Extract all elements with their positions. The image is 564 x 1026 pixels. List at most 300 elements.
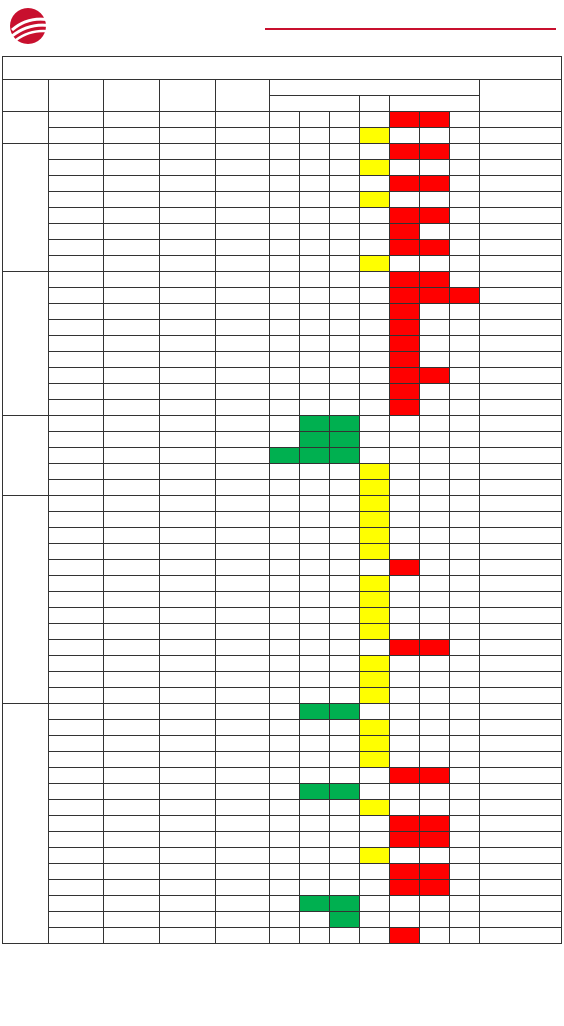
- signal-cell: [359, 784, 389, 800]
- advice-cell: [479, 496, 561, 512]
- vol-pct-cell: [104, 560, 160, 576]
- signal-cell: [449, 480, 479, 496]
- signal-cell: [299, 832, 329, 848]
- signal-cell: [449, 624, 479, 640]
- signal-cell: [389, 528, 419, 544]
- variety-cell: [48, 336, 104, 352]
- signal-cell: [449, 848, 479, 864]
- signal-cell: [419, 512, 449, 528]
- signal-cell: [269, 416, 299, 432]
- signal-cell: [449, 432, 479, 448]
- vol-pct-cell: [104, 672, 160, 688]
- tech-cell: [216, 144, 270, 160]
- signal-cell: [329, 928, 359, 944]
- signal-cell: [359, 736, 389, 752]
- tech-cell: [216, 528, 270, 544]
- signal-cell: [329, 192, 359, 208]
- variety-cell: [48, 544, 104, 560]
- table-row: [3, 544, 562, 560]
- signal-cell: [299, 240, 329, 256]
- signal-cell: [299, 480, 329, 496]
- vol-pct-cell: [104, 752, 160, 768]
- tech-cell: [216, 560, 270, 576]
- signal-cell: [269, 752, 299, 768]
- signal-cell: [389, 256, 419, 272]
- advice-cell: [479, 688, 561, 704]
- signal-cell: [269, 912, 299, 928]
- oi-pct-cell: [160, 528, 216, 544]
- signal-cell: [359, 416, 389, 432]
- signal-cell: [419, 720, 449, 736]
- signal-cell: [389, 800, 419, 816]
- header-variety: [48, 80, 104, 112]
- signal-cell: [329, 464, 359, 480]
- signal-cell: [449, 144, 479, 160]
- signal-cell: [449, 608, 479, 624]
- signal-cell: [359, 720, 389, 736]
- signal-cell: [269, 832, 299, 848]
- table-row: [3, 112, 562, 128]
- oi-pct-cell: [160, 864, 216, 880]
- signal-cell: [269, 384, 299, 400]
- signal-cell: [419, 544, 449, 560]
- signal-cell: [299, 272, 329, 288]
- table-row: [3, 352, 562, 368]
- signal-table: [2, 56, 562, 944]
- signal-cell: [359, 160, 389, 176]
- signal-cell: [449, 768, 479, 784]
- signal-cell: [389, 928, 419, 944]
- sector-cell: [3, 704, 49, 944]
- signal-cell: [359, 288, 389, 304]
- variety-cell: [48, 832, 104, 848]
- signal-cell: [419, 656, 449, 672]
- page-title: [3, 57, 562, 80]
- variety-cell: [48, 208, 104, 224]
- signal-cell: [389, 576, 419, 592]
- variety-cell: [48, 224, 104, 240]
- advice-cell: [479, 816, 561, 832]
- signal-cell: [299, 368, 329, 384]
- signal-cell: [269, 368, 299, 384]
- signal-cell: [419, 224, 449, 240]
- tech-cell: [216, 592, 270, 608]
- oi-pct-cell: [160, 832, 216, 848]
- signal-cell: [329, 160, 359, 176]
- tech-cell: [216, 752, 270, 768]
- signal-cell: [389, 656, 419, 672]
- table-row: [3, 560, 562, 576]
- signal-cell: [329, 880, 359, 896]
- signal-cell: [449, 560, 479, 576]
- signal-cell: [419, 336, 449, 352]
- signal-cell: [449, 704, 479, 720]
- advice-cell: [479, 528, 561, 544]
- advice-cell: [479, 928, 561, 944]
- vol-pct-cell: [104, 304, 160, 320]
- advice-cell: [479, 384, 561, 400]
- signal-cell: [419, 640, 449, 656]
- signal-cell: [449, 656, 479, 672]
- signal-cell: [449, 240, 479, 256]
- tech-cell: [216, 352, 270, 368]
- variety-cell: [48, 256, 104, 272]
- oi-pct-cell: [160, 592, 216, 608]
- table-row: [3, 688, 562, 704]
- signal-cell: [419, 400, 449, 416]
- variety-cell: [48, 608, 104, 624]
- signal-cell: [419, 800, 449, 816]
- signal-cell: [299, 128, 329, 144]
- signal-cell: [359, 624, 389, 640]
- signal-cell: [269, 896, 299, 912]
- company-logo-icon: [6, 6, 58, 46]
- signal-cell: [329, 688, 359, 704]
- signal-cell: [269, 352, 299, 368]
- signal-cell: [449, 400, 479, 416]
- oi-pct-cell: [160, 336, 216, 352]
- signal-cell: [449, 208, 479, 224]
- oi-pct-cell: [160, 256, 216, 272]
- table-row: [3, 240, 562, 256]
- vol-pct-cell: [104, 352, 160, 368]
- signal-cell: [359, 272, 389, 288]
- signal-cell: [299, 192, 329, 208]
- signal-cell: [449, 352, 479, 368]
- oi-pct-cell: [160, 560, 216, 576]
- signal-cell: [449, 128, 479, 144]
- signal-cell: [359, 448, 389, 464]
- signal-cell: [419, 432, 449, 448]
- variety-cell: [48, 128, 104, 144]
- vol-pct-cell: [104, 656, 160, 672]
- header-trend: [269, 80, 479, 96]
- signal-cell: [389, 128, 419, 144]
- signal-cell: [299, 768, 329, 784]
- table-row: [3, 592, 562, 608]
- variety-cell: [48, 320, 104, 336]
- tech-cell: [216, 864, 270, 880]
- tech-cell: [216, 608, 270, 624]
- variety-cell: [48, 528, 104, 544]
- signal-cell: [359, 912, 389, 928]
- signal-cell: [419, 272, 449, 288]
- signal-cell: [299, 848, 329, 864]
- table-row: [3, 208, 562, 224]
- signal-cell: [299, 416, 329, 432]
- table-row: [3, 160, 562, 176]
- report-header: [0, 0, 564, 50]
- signal-cell: [329, 784, 359, 800]
- signal-cell: [269, 128, 299, 144]
- vol-pct-cell: [104, 608, 160, 624]
- table-row: [3, 880, 562, 896]
- signal-cell: [299, 288, 329, 304]
- variety-cell: [48, 784, 104, 800]
- signal-cell: [359, 320, 389, 336]
- signal-cell: [419, 480, 449, 496]
- oi-pct-cell: [160, 624, 216, 640]
- signal-cell: [419, 288, 449, 304]
- signal-cell: [359, 800, 389, 816]
- signal-cell: [389, 160, 419, 176]
- signal-cell: [329, 304, 359, 320]
- variety-cell: [48, 384, 104, 400]
- signal-cell: [299, 592, 329, 608]
- signal-cell: [269, 576, 299, 592]
- vol-pct-cell: [104, 224, 160, 240]
- oi-pct-cell: [160, 128, 216, 144]
- signal-cell: [329, 592, 359, 608]
- tech-cell: [216, 416, 270, 432]
- signal-cell: [389, 192, 419, 208]
- signal-cell: [299, 320, 329, 336]
- signal-cell: [449, 640, 479, 656]
- table-row: [3, 256, 562, 272]
- tech-cell: [216, 656, 270, 672]
- signal-cell: [329, 896, 359, 912]
- signal-cell: [419, 608, 449, 624]
- signal-cell: [329, 656, 359, 672]
- signal-cell: [449, 816, 479, 832]
- signal-cell: [359, 224, 389, 240]
- advice-cell: [479, 592, 561, 608]
- signal-cell: [359, 144, 389, 160]
- variety-cell: [48, 288, 104, 304]
- oi-pct-cell: [160, 368, 216, 384]
- signal-cell: [419, 448, 449, 464]
- signal-cell: [329, 496, 359, 512]
- signal-cell: [419, 592, 449, 608]
- signal-cell: [389, 272, 419, 288]
- header-sector: [3, 80, 49, 112]
- signal-cell: [419, 144, 449, 160]
- signal-cell: [359, 128, 389, 144]
- table-row: [3, 928, 562, 944]
- signal-cell: [359, 704, 389, 720]
- signal-cell: [299, 560, 329, 576]
- signal-cell: [419, 896, 449, 912]
- vol-pct-cell: [104, 928, 160, 944]
- tech-cell: [216, 880, 270, 896]
- signal-cell: [389, 384, 419, 400]
- signal-cell: [419, 176, 449, 192]
- signal-cell: [329, 560, 359, 576]
- signal-cell: [389, 624, 419, 640]
- table-row: [3, 848, 562, 864]
- signal-cell: [359, 896, 389, 912]
- vol-pct-cell: [104, 816, 160, 832]
- signal-cell: [299, 912, 329, 928]
- signal-cell: [359, 384, 389, 400]
- signal-cell: [419, 624, 449, 640]
- signal-cell: [329, 912, 359, 928]
- advice-cell: [479, 720, 561, 736]
- advice-cell: [479, 128, 561, 144]
- vol-pct-cell: [104, 480, 160, 496]
- tech-cell: [216, 368, 270, 384]
- signal-cell: [299, 112, 329, 128]
- signal-cell: [359, 608, 389, 624]
- signal-cell: [389, 864, 419, 880]
- table-row: [3, 192, 562, 208]
- signal-cell: [329, 752, 359, 768]
- signal-cell: [449, 880, 479, 896]
- signal-cell: [269, 544, 299, 560]
- signal-cell: [269, 624, 299, 640]
- variety-cell: [48, 240, 104, 256]
- signal-cell: [419, 752, 449, 768]
- signal-cell: [449, 528, 479, 544]
- advice-cell: [479, 256, 561, 272]
- variety-cell: [48, 624, 104, 640]
- signal-cell: [449, 832, 479, 848]
- signal-cell: [299, 528, 329, 544]
- signal-cell: [389, 432, 419, 448]
- signal-cell: [329, 448, 359, 464]
- signal-cell: [329, 400, 359, 416]
- table-row: [3, 416, 562, 432]
- variety-cell: [48, 592, 104, 608]
- signal-cell: [269, 112, 299, 128]
- tech-cell: [216, 544, 270, 560]
- signal-cell: [359, 304, 389, 320]
- signal-cell: [269, 784, 299, 800]
- signal-cell: [329, 640, 359, 656]
- signal-cell: [359, 640, 389, 656]
- signal-cell: [449, 576, 479, 592]
- oi-pct-cell: [160, 928, 216, 944]
- vol-pct-cell: [104, 416, 160, 432]
- oi-pct-cell: [160, 224, 216, 240]
- signal-cell: [269, 224, 299, 240]
- signal-cell: [359, 480, 389, 496]
- signal-cell: [419, 784, 449, 800]
- oi-pct-cell: [160, 656, 216, 672]
- advice-cell: [479, 768, 561, 784]
- signal-cell: [419, 240, 449, 256]
- tech-cell: [216, 464, 270, 480]
- table-row: [3, 144, 562, 160]
- tech-cell: [216, 256, 270, 272]
- oi-pct-cell: [160, 608, 216, 624]
- signal-cell: [269, 336, 299, 352]
- signal-cell: [299, 624, 329, 640]
- signal-cell: [359, 672, 389, 688]
- signal-cell: [329, 832, 359, 848]
- advice-cell: [479, 784, 561, 800]
- signal-cell: [299, 576, 329, 592]
- header-oi-pct: [160, 80, 216, 112]
- tech-cell: [216, 304, 270, 320]
- signal-cell: [359, 464, 389, 480]
- signal-cell: [449, 784, 479, 800]
- signal-cell: [419, 384, 449, 400]
- signal-cell: [299, 336, 329, 352]
- vol-pct-cell: [104, 896, 160, 912]
- advice-cell: [479, 656, 561, 672]
- signal-cell: [359, 176, 389, 192]
- tech-cell: [216, 896, 270, 912]
- signal-cell: [389, 480, 419, 496]
- signal-cell: [419, 416, 449, 432]
- variety-cell: [48, 752, 104, 768]
- signal-cell: [389, 848, 419, 864]
- signal-cell: [299, 656, 329, 672]
- signal-cell: [269, 528, 299, 544]
- signal-cell: [449, 544, 479, 560]
- vol-pct-cell: [104, 512, 160, 528]
- signal-cell: [269, 688, 299, 704]
- oi-pct-cell: [160, 672, 216, 688]
- signal-cell: [419, 928, 449, 944]
- advice-cell: [479, 672, 561, 688]
- signal-cell: [419, 704, 449, 720]
- signal-cell: [269, 160, 299, 176]
- signal-cell: [389, 912, 419, 928]
- variety-cell: [48, 272, 104, 288]
- tech-cell: [216, 224, 270, 240]
- signal-cell: [359, 336, 389, 352]
- signal-cell: [269, 272, 299, 288]
- tech-cell: [216, 208, 270, 224]
- signal-cell: [359, 496, 389, 512]
- vol-pct-cell: [104, 880, 160, 896]
- advice-cell: [479, 320, 561, 336]
- vol-pct-cell: [104, 208, 160, 224]
- oi-pct-cell: [160, 320, 216, 336]
- signal-cell: [269, 640, 299, 656]
- signal-cell: [419, 192, 449, 208]
- signal-cell: [299, 608, 329, 624]
- signal-cell: [269, 656, 299, 672]
- signal-cell: [449, 928, 479, 944]
- signal-cell: [389, 464, 419, 480]
- table-row: [3, 912, 562, 928]
- signal-cell: [389, 832, 419, 848]
- vol-pct-cell: [104, 432, 160, 448]
- table-row: [3, 448, 562, 464]
- table-row: [3, 432, 562, 448]
- tech-cell: [216, 384, 270, 400]
- signal-cell: [299, 256, 329, 272]
- tech-cell: [216, 512, 270, 528]
- signal-cell: [299, 304, 329, 320]
- signal-cell: [449, 864, 479, 880]
- variety-cell: [48, 768, 104, 784]
- oi-pct-cell: [160, 304, 216, 320]
- signal-cell: [359, 256, 389, 272]
- tech-cell: [216, 176, 270, 192]
- oi-pct-cell: [160, 416, 216, 432]
- advice-cell: [479, 912, 561, 928]
- vol-pct-cell: [104, 864, 160, 880]
- signal-cell: [449, 416, 479, 432]
- advice-cell: [479, 288, 561, 304]
- signal-cell: [269, 880, 299, 896]
- signal-cell: [329, 544, 359, 560]
- signal-cell: [359, 816, 389, 832]
- signal-cell: [419, 768, 449, 784]
- advice-cell: [479, 576, 561, 592]
- table-row: [3, 272, 562, 288]
- variety-cell: [48, 736, 104, 752]
- signal-cell: [269, 448, 299, 464]
- oi-pct-cell: [160, 112, 216, 128]
- tech-cell: [216, 688, 270, 704]
- oi-pct-cell: [160, 240, 216, 256]
- signal-cell: [419, 864, 449, 880]
